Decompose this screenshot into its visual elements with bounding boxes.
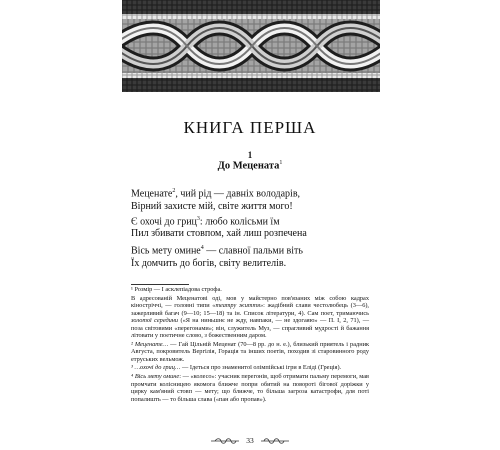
footnote-marker: 2 (172, 188, 176, 194)
verse-line: Їх домчить до богів, світу велителів. (131, 257, 287, 269)
footnote-1: ¹ Розмір — І асклепіадова строфа. (131, 286, 222, 293)
footnote-3: ³ …охочі до гриц… — Ідеться про знаменитої олімпійські ігри в Еліді (Греція). (131, 364, 342, 372)
footnotes (131, 286, 369, 404)
page-footer (0, 436, 500, 445)
footnote-2: ² Меценате… — Гай Цільній Меценат (70—8 рр. до н. е.), близький приятель і радник Августа, покровитель Вергілія, Горація та інших поетів, походив зі старовинного роду етруських вельмож. (131, 340, 370, 363)
mosaic-banner (122, 0, 380, 92)
page-number: 33 (246, 436, 254, 445)
verse-line: Вірний захисте мій, світе життя мого! (131, 200, 293, 212)
footnote-marker: 3 (196, 215, 200, 222)
poem-number: 1 (247, 150, 253, 160)
chapter-title: КНИГА ПЕРША (183, 118, 317, 137)
verse-line: Є охочі до гриц$^3$: любо колісьми їм (131, 215, 280, 228)
footnote-4: ⁴ Вісь мету омине: — «колесо»: учасник перегонів, щоб отримати пальму перемоги, мав промчати колісницею якомога ближче попри обитий на повороті бігової доріжки у цирку кам'яний стовп — мету; що ближче, то більша загроза катастрофи, для поті попалишть — то більша слава («пан або пропав»). (131, 373, 370, 403)
footnote-marker: 1 (279, 160, 283, 166)
verse-line: Пил збивати стовпом, хай лиш розпечена (131, 228, 307, 240)
footnote-rule (131, 284, 189, 285)
ornament-left-icon (210, 437, 240, 445)
ornament-right-icon (260, 437, 290, 445)
stanza-1 (131, 185, 431, 240)
poem-title-text: До Мецената (217, 160, 280, 172)
footnote-marker: 4 (200, 245, 204, 251)
stanza-2 (131, 242, 431, 270)
verse-line: Меценате$^2$, чий рід — давніх володарів, (131, 188, 301, 200)
verse-line: Вісь мету омине$^4$ — славної пальми віть (131, 245, 303, 257)
poem-title (0, 160, 500, 172)
footnote-1-body: В адресованій Меценатові оді, мов у майстерно пов'язаних між собою кадрах кіностріччі, — головні типи «театру життя»: жадібний слави честолюбець (3—6), зажерливий багач (9—10; 15—18) та ін. Список літератури, 4). Сам поет, тримаючись золотої середини («Я на ниньшнє не жду, навпаки, — не здогаяю» — П. І, 2, 71), — поза світовими «перегонами»; він, служитель Муз, — спрагливий мудрості й бажання літовати у поетичне слово, з божественним даром. (131, 294, 370, 340)
